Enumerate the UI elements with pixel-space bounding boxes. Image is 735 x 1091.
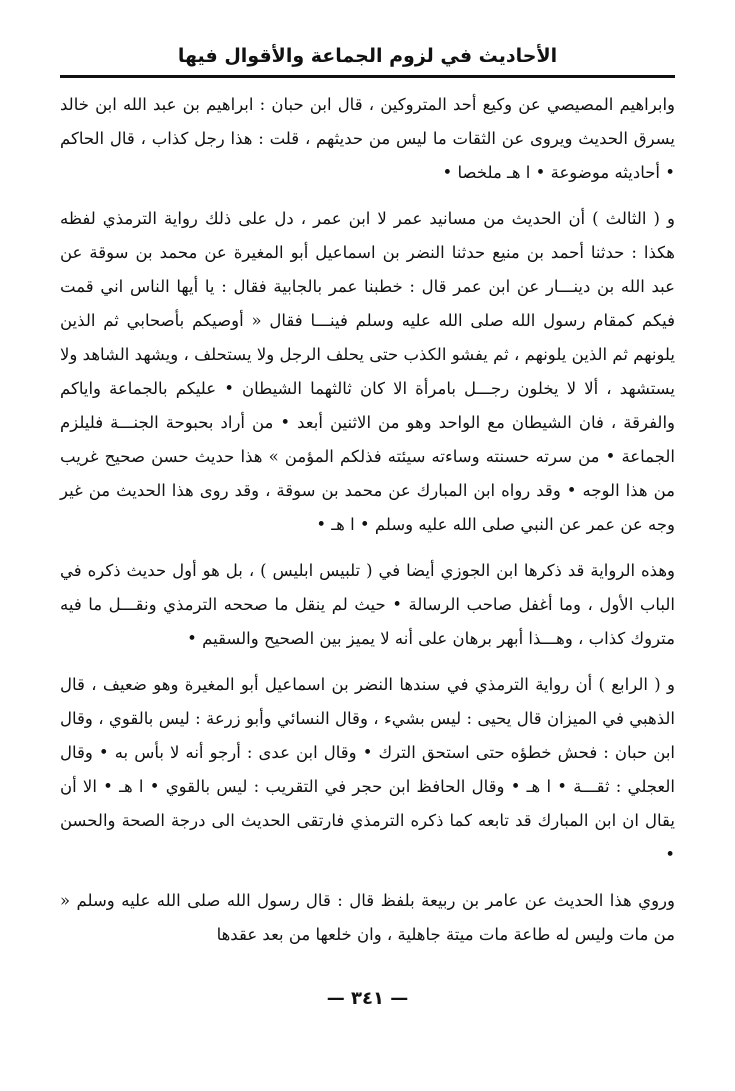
page-body (60, 88, 675, 952)
header-divider (60, 75, 675, 78)
paragraph-2-third-point: و ( الثالث ) أن الحديث من مسانيد عمر لا ابن عمر ، دل على ذلك رواية الترمذي لفظه هكذا : حدثنا أحمد بن منيع حدثنا النضر بن اسماعيل أبو المغيرة عن محمد بن سوقة عن عبد الله بن دينـــار عن ابن عمر قال : خطبنا عمر بالجابية فقال : يا أيها الناس اني قمت فيكم كمقام رسول الله صلى الله عليه وسلم فينـــا فقال « أوصيكم بأصحابي ثم الذين يلونهم ثم الذين يلونهم ، ثم يفشو الكذب حتى يحلف الرجل ولا يستحلف ، ويشهد الشاهد ولا يستشهد ، ألا لا يخلون رجـــل بامرأة الا كان ثالثهما الشيطان • عليكم بالجماعة واياكم والفرقة ، فان الشيطان مع الواحد وهو من الاثنين أبعد • من أراد بحبوحة الجنـــة فليلزم الجماعة • من سرته حسنته وساءته سيئته فذلكم المؤمن » هذا حديث حسن صحيح غريب من هذا الوجه • وقد رواه ابن المبارك عن محمد بن سوقة ، وقد روى هذا الحديث من غير وجه عن عمر عن النبي صلى الله عليه وسلم • ا هـ • (60, 209, 675, 534)
paragraph-1: وابراهيم المصيصي عن وكيع أحد المتروكين ، قال ابن حبان : ابراهيم بن عبد الله ابن خالد يسرق الحديث ويروى عن الثقات ما ليس من حديثهم ، قلت : هذا رجل كذاب ، قال الحاكم • أحاديثه موضوعة • ا هـ ملخصا • (60, 95, 675, 182)
running-header-title: الأحاديث في لزوم الجماعة والأقوال فيها (177, 45, 558, 67)
page-number: — ٣٤١ — (326, 988, 409, 1009)
paragraph-3: وهذه الرواية قد ذكرها ابن الجوزي أيضا في ( تلبيس ابليس ) ، بل هو أول حديث ذكره في الباب الأول ، وما أغفل صاحب الرسالة • حيث لم ينقل ما صححه الترمذي ونقـــل ما فيه متروك كذاب ، وهـــذا أبهر برهان على أنه لا يميز بين الصحيح والسقيم • (60, 561, 675, 648)
paragraph-4-fourth-point: و ( الرابع ) أن رواية الترمذي في سندها النضر بن اسماعيل أبو المغيرة وهو ضعيف ، قال الذهبي في الميزان قال يحيى : ليس بشيء ، وقال النسائي وأبو زرعة : ليس بالقوي ، وقال ابن حبان : فحش خطؤه حتى استحق الترك • وقال ابن عدى : أرجو أنه لا بأس به • وقال العجلي : ثقـــة • ا هـ • وقال الحافظ ابن حجر في التقريب : ليس بالقوي • ا هـ • الا أن يقال ان ابن المبارك قد تابعه كما ذكره الترمذي فارتقى الحديث الى درجة الصحة والحسن • (60, 675, 675, 864)
paragraph-5-continued: وروي هذا الحديث عن عامر بن ربيعة بلفظ قال : قال رسول الله صلى الله عليه وسلم « من مات وليس له طاعة مات ميتة جاهلية ، وان خلعها من بعد عقدها (60, 891, 675, 944)
